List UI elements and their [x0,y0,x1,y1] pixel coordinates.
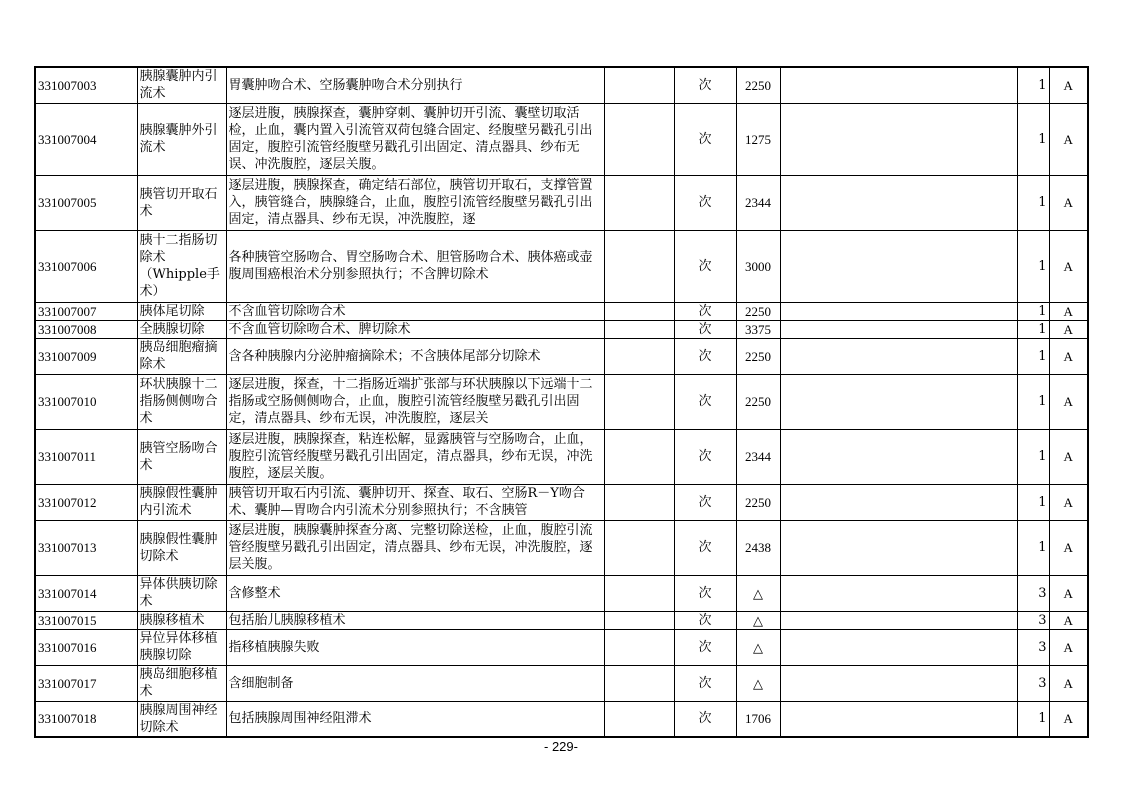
item-price [736,374,780,429]
item-grade [1049,302,1088,320]
item-grade-text: A [1063,348,1073,364]
item-content-text: 逐层进腹，探查，十二指肠近端扩张部与环状胰腺以下远端十二指肠或空肠侧侧吻合，止血，腹腔引流管经腹壁另戳孔引出固定，清点器具、纱布无误，冲洗腹腔，逐层关 [228,377,593,426]
item-grade [1049,629,1088,665]
item-unit-text: 次 [698,449,712,464]
item-grade [1049,338,1088,374]
item-unit [674,230,736,302]
item-name-text: 胰体尾切除 [139,303,205,319]
item-category-text: 1 [1038,77,1047,93]
item-content-text: 指移植胰腺失败 [228,639,320,655]
item-unit [674,575,736,611]
item-code-text: 331007005 [38,195,97,210]
item-category [1017,103,1049,175]
item-grade [1049,67,1088,103]
item-price [736,611,780,629]
item-note [780,374,1017,429]
item-content-text: 胃囊肿吻合术、空肠囊肿吻合术分别执行 [228,77,463,93]
item-unit-text: 次 [698,394,712,409]
item-category [1017,665,1049,701]
item-price-text: 3000 [745,258,771,274]
item-category-text: 1 [1038,394,1047,409]
item-code-text: 331007009 [38,348,97,364]
item-name [137,629,226,665]
item-exclusions [604,629,674,665]
item-category-text: 1 [1038,540,1047,555]
item-grade [1049,230,1088,302]
item-grade-text: A [1063,77,1073,93]
item-code-text: 331007015 [38,612,97,628]
item-name [137,230,226,302]
item-name [137,67,226,103]
item-price-text: 1706 [745,711,771,727]
table-row [35,429,1088,484]
item-price [736,701,780,737]
item-grade-text: A [1063,494,1073,510]
item-note [780,701,1017,737]
table-row [35,484,1088,520]
item-unit-text: 次 [698,612,712,628]
item-exclusions [604,520,674,575]
item-grade [1049,429,1088,484]
item-content-text: 含细胞制备 [228,675,294,691]
item-code [35,520,137,575]
item-content [226,665,604,701]
item-name [137,175,226,230]
item-content-text: 各种胰管空肠吻合、胃空肠吻合术、胆管肠吻合术、胰体癌或壶腹周围癌根治术分别参照执行；不含脾切除术 [228,250,593,282]
item-unit [674,484,736,520]
item-grade [1049,374,1088,429]
item-content [226,338,604,374]
item-grade-text: A [1063,711,1073,727]
table-row [35,629,1088,665]
item-code-text: 331007010 [38,394,97,409]
item-price-text: 2250 [745,494,771,510]
item-code-text: 331007003 [38,77,97,93]
item-code [35,230,137,302]
item-unit-text: 次 [698,585,712,601]
item-grade [1049,320,1088,338]
item-price-text: △ [753,612,763,628]
item-grade-text: A [1063,675,1073,691]
item-note [780,302,1017,320]
item-category-text: 1 [1038,348,1047,364]
item-category [1017,175,1049,230]
item-name-text: 胰腺囊肿内引流术 [139,69,218,102]
item-note [780,629,1017,665]
item-exclusions [604,175,674,230]
item-grade [1049,175,1088,230]
item-content-text: 包括胰腺周围神经阻滞术 [228,711,372,727]
item-content-text: 含各种胰腺内分泌肿瘤摘除术；不含胰体尾部分切除术 [228,348,541,364]
item-content-text: 逐层进腹，胰腺囊肿探查分离、完整切除送检，止血，腹腔引流管经腹壁另戳孔引出固定，清点器具、纱布无误，冲洗腹腔，逐层关腹。 [228,523,593,572]
item-name [137,338,226,374]
item-code [35,629,137,665]
item-category [1017,520,1049,575]
item-grade-text: A [1063,639,1073,655]
item-grade [1049,484,1088,520]
item-content [226,629,604,665]
item-price-text: 2438 [745,540,771,555]
item-price [736,629,780,665]
item-code-text: 331007017 [38,675,97,691]
item-unit [674,520,736,575]
item-category-text: 1 [1038,258,1047,274]
table-row [35,67,1088,103]
item-grade [1049,575,1088,611]
item-price [736,67,780,103]
item-content [226,175,604,230]
item-unit-text: 次 [698,711,712,727]
table-row [35,320,1088,338]
item-exclusions [604,302,674,320]
item-code-text: 331007006 [38,258,97,274]
item-code-text: 331007013 [38,540,97,555]
item-category-text: 3 [1038,585,1047,601]
item-content [226,429,604,484]
item-unit-text: 次 [698,258,712,274]
item-unit-text: 次 [698,348,712,364]
item-name-text: 胰管切开取石术 [139,186,218,219]
item-unit-text: 次 [698,540,712,555]
item-category-text: 1 [1038,449,1047,464]
item-exclusions [604,230,674,302]
item-code-text: 331007012 [38,494,97,510]
item-unit [674,67,736,103]
item-exclusions [604,338,674,374]
item-grade-text: A [1063,612,1073,628]
item-note [780,175,1017,230]
table-row [35,338,1088,374]
item-price [736,302,780,320]
item-content [226,520,604,575]
item-name [137,484,226,520]
item-name-text: 胰管空肠吻合术 [139,440,218,473]
item-grade [1049,701,1088,737]
item-code [35,374,137,429]
item-grade-text: A [1063,321,1073,337]
table-row [35,575,1088,611]
item-category [1017,320,1049,338]
item-name-text: 胰腺移植术 [139,612,205,628]
item-category-text: 3 [1038,612,1047,628]
item-price-text: 2344 [745,449,771,464]
item-category [1017,429,1049,484]
item-exclusions [604,67,674,103]
item-unit-text: 次 [698,494,712,510]
item-unit [674,629,736,665]
item-category [1017,611,1049,629]
item-grade-text: A [1063,258,1073,274]
item-exclusions [604,320,674,338]
item-name-text: 胰十二指肠切除术（Whipple手术） [139,233,220,299]
item-content [226,701,604,737]
item-unit-text: 次 [698,77,712,93]
item-name [137,575,226,611]
item-note [780,520,1017,575]
item-price [736,665,780,701]
item-price-text: 2250 [745,348,771,364]
item-category [1017,374,1049,429]
item-category [1017,230,1049,302]
item-name-text: 异体供胰切除术 [139,577,218,609]
item-unit-text: 次 [698,639,712,655]
item-grade [1049,520,1088,575]
item-name-text: 胰腺周围神经切除术 [139,702,218,735]
item-unit-text: 次 [698,195,712,210]
item-category-text: 3 [1038,639,1047,655]
item-code [35,175,137,230]
item-unit [674,302,736,320]
item-code-text: 331007018 [38,711,97,727]
item-content [226,374,604,429]
item-category-text: 1 [1038,321,1047,337]
item-unit [674,338,736,374]
item-price [736,320,780,338]
item-unit [674,175,736,230]
item-note [780,103,1017,175]
item-exclusions [604,611,674,629]
item-code-text: 331007007 [38,303,97,319]
item-name-text: 胰腺囊肿外引流术 [139,123,218,155]
item-category-text: 1 [1038,131,1047,147]
item-content [226,611,604,629]
item-name [137,665,226,701]
item-price-text: △ [753,675,763,691]
item-content-text: 逐层进腹，胰腺探查，确定结石部位，胰管切开取石，支撑管置入，胰管缝合，胰腺缝合，止血，腹腔引流管经腹壁另戳孔引出固定，清点器具、纱布无误，冲洗腹腔，逐 [228,178,593,227]
item-name-text: 异位异体移植胰腺切除 [139,631,218,663]
item-content-text: 不含血管切除吻合术、脾切除术 [228,321,411,337]
item-code-text: 331007014 [38,585,97,601]
table-row [35,374,1088,429]
item-unit-text: 次 [698,675,712,691]
item-unit-text: 次 [698,303,712,319]
item-price [736,484,780,520]
item-category [1017,484,1049,520]
item-price [736,575,780,611]
item-content-text: 不含血管切除吻合术 [228,303,346,319]
item-content [226,302,604,320]
table-row [35,175,1088,230]
item-content [226,484,604,520]
item-category [1017,67,1049,103]
item-name-text: 全胰腺切除 [139,321,205,337]
item-category [1017,338,1049,374]
item-name [137,611,226,629]
item-grade-text: A [1063,303,1073,319]
item-content-text: 含修整术 [228,585,281,601]
item-category-text: 3 [1038,675,1047,691]
item-name [137,103,226,175]
item-grade-text: A [1063,540,1073,555]
item-name [137,520,226,575]
item-note [780,67,1017,103]
item-price-text: 2344 [745,195,771,210]
item-name-text: 环状胰腺十二指肠侧侧吻合术 [139,377,218,426]
item-note [780,320,1017,338]
item-grade-text: A [1063,131,1073,147]
item-note [780,611,1017,629]
item-category-text: 1 [1038,494,1047,510]
item-grade [1049,611,1088,629]
item-code-text: 331007011 [38,449,97,464]
item-unit [674,320,736,338]
item-content-text: 逐层进腹，胰腺探查，囊肿穿刺、囊肿切开引流、囊壁切取活检，止血，囊内置入引流管双荷包缝合固定、经腹壁另戳孔引出固定，腹腔引流管经腹壁另戳孔引出固定、清点器具、纱布无误、冲洗腹腔，逐层关腹。 [228,106,593,172]
page-number: - 229- [544,739,578,754]
item-grade [1049,103,1088,175]
item-unit [674,103,736,175]
item-category [1017,575,1049,611]
item-name [137,320,226,338]
item-code [35,575,137,611]
item-category [1017,629,1049,665]
item-name [137,374,226,429]
item-category [1017,302,1049,320]
item-note [780,338,1017,374]
item-note [780,665,1017,701]
item-content [226,575,604,611]
item-code [35,611,137,629]
item-name-text: 胰岛细胞瘤摘除术 [139,340,218,372]
item-category-text: 1 [1038,711,1047,727]
item-exclusions [604,429,674,484]
item-note [780,429,1017,484]
item-exclusions [604,103,674,175]
table-row [35,665,1088,701]
item-price [736,103,780,175]
item-content-text: 胰管切开取石内引流、囊肿切开、探查、取石、空肠R－Y吻合术、囊肿—胃吻合内引流术分别参照执行；不含胰管 [228,486,585,518]
item-price [736,338,780,374]
item-note [780,484,1017,520]
item-exclusions [604,575,674,611]
item-category [1017,701,1049,737]
table-row [35,103,1088,175]
item-name-text: 胰腺假性囊肿切除术 [139,531,218,564]
item-unit [674,701,736,737]
item-content-text: 逐层进腹，胰腺探查，粘连松解，显露胰管与空肠吻合，止血，腹腔引流管经腹壁另戳孔引出固定，清点器具，纱布无误，冲洗腹腔，逐层关腹。 [228,432,593,481]
item-unit [674,374,736,429]
item-code-text: 331007016 [38,639,97,655]
table-row [35,302,1088,320]
item-price [736,230,780,302]
table-row [35,230,1088,302]
item-grade [1049,665,1088,701]
item-grade-text: A [1063,585,1073,601]
item-price [736,429,780,484]
item-price-text: 3375 [745,321,771,337]
item-price [736,520,780,575]
item-note [780,230,1017,302]
table-row [35,611,1088,629]
item-content-text: 包括胎儿胰腺移植术 [228,612,346,628]
item-unit-text: 次 [698,321,712,337]
item-unit-text: 次 [698,131,712,147]
item-price-text: 2250 [745,303,771,319]
item-unit [674,665,736,701]
item-price [736,175,780,230]
item-grade-text: A [1063,394,1073,409]
item-price-text: 2250 [745,394,771,409]
fee-table [34,66,1089,738]
item-code [35,665,137,701]
item-exclusions [604,374,674,429]
item-note [780,575,1017,611]
item-grade-text: A [1063,449,1073,464]
item-content [226,67,604,103]
item-price-text: △ [753,639,763,655]
item-exclusions [604,484,674,520]
item-code [35,484,137,520]
item-code [35,67,137,103]
item-unit [674,429,736,484]
item-code-text: 331007008 [38,321,97,337]
item-code [35,103,137,175]
item-unit [674,611,736,629]
table-row [35,520,1088,575]
item-price-text: 2250 [745,77,771,93]
item-grade-text: A [1063,195,1073,210]
item-code [35,302,137,320]
item-name-text: 胰岛细胞移植术 [139,667,218,699]
item-name [137,302,226,320]
item-content [226,103,604,175]
item-code [35,320,137,338]
item-code-text: 331007004 [38,131,97,147]
item-content [226,320,604,338]
item-name-text: 胰腺假性囊肿内引流术 [139,486,218,518]
item-category-text: 1 [1038,195,1047,210]
item-code [35,701,137,737]
item-price-text: 1275 [745,131,771,147]
item-exclusions [604,701,674,737]
item-price-text: △ [753,585,763,601]
item-exclusions [604,665,674,701]
item-name [137,429,226,484]
item-content [226,230,604,302]
item-code [35,429,137,484]
item-category-text: 1 [1038,303,1047,319]
item-name [137,701,226,737]
table-row [35,701,1088,737]
item-code [35,338,137,374]
